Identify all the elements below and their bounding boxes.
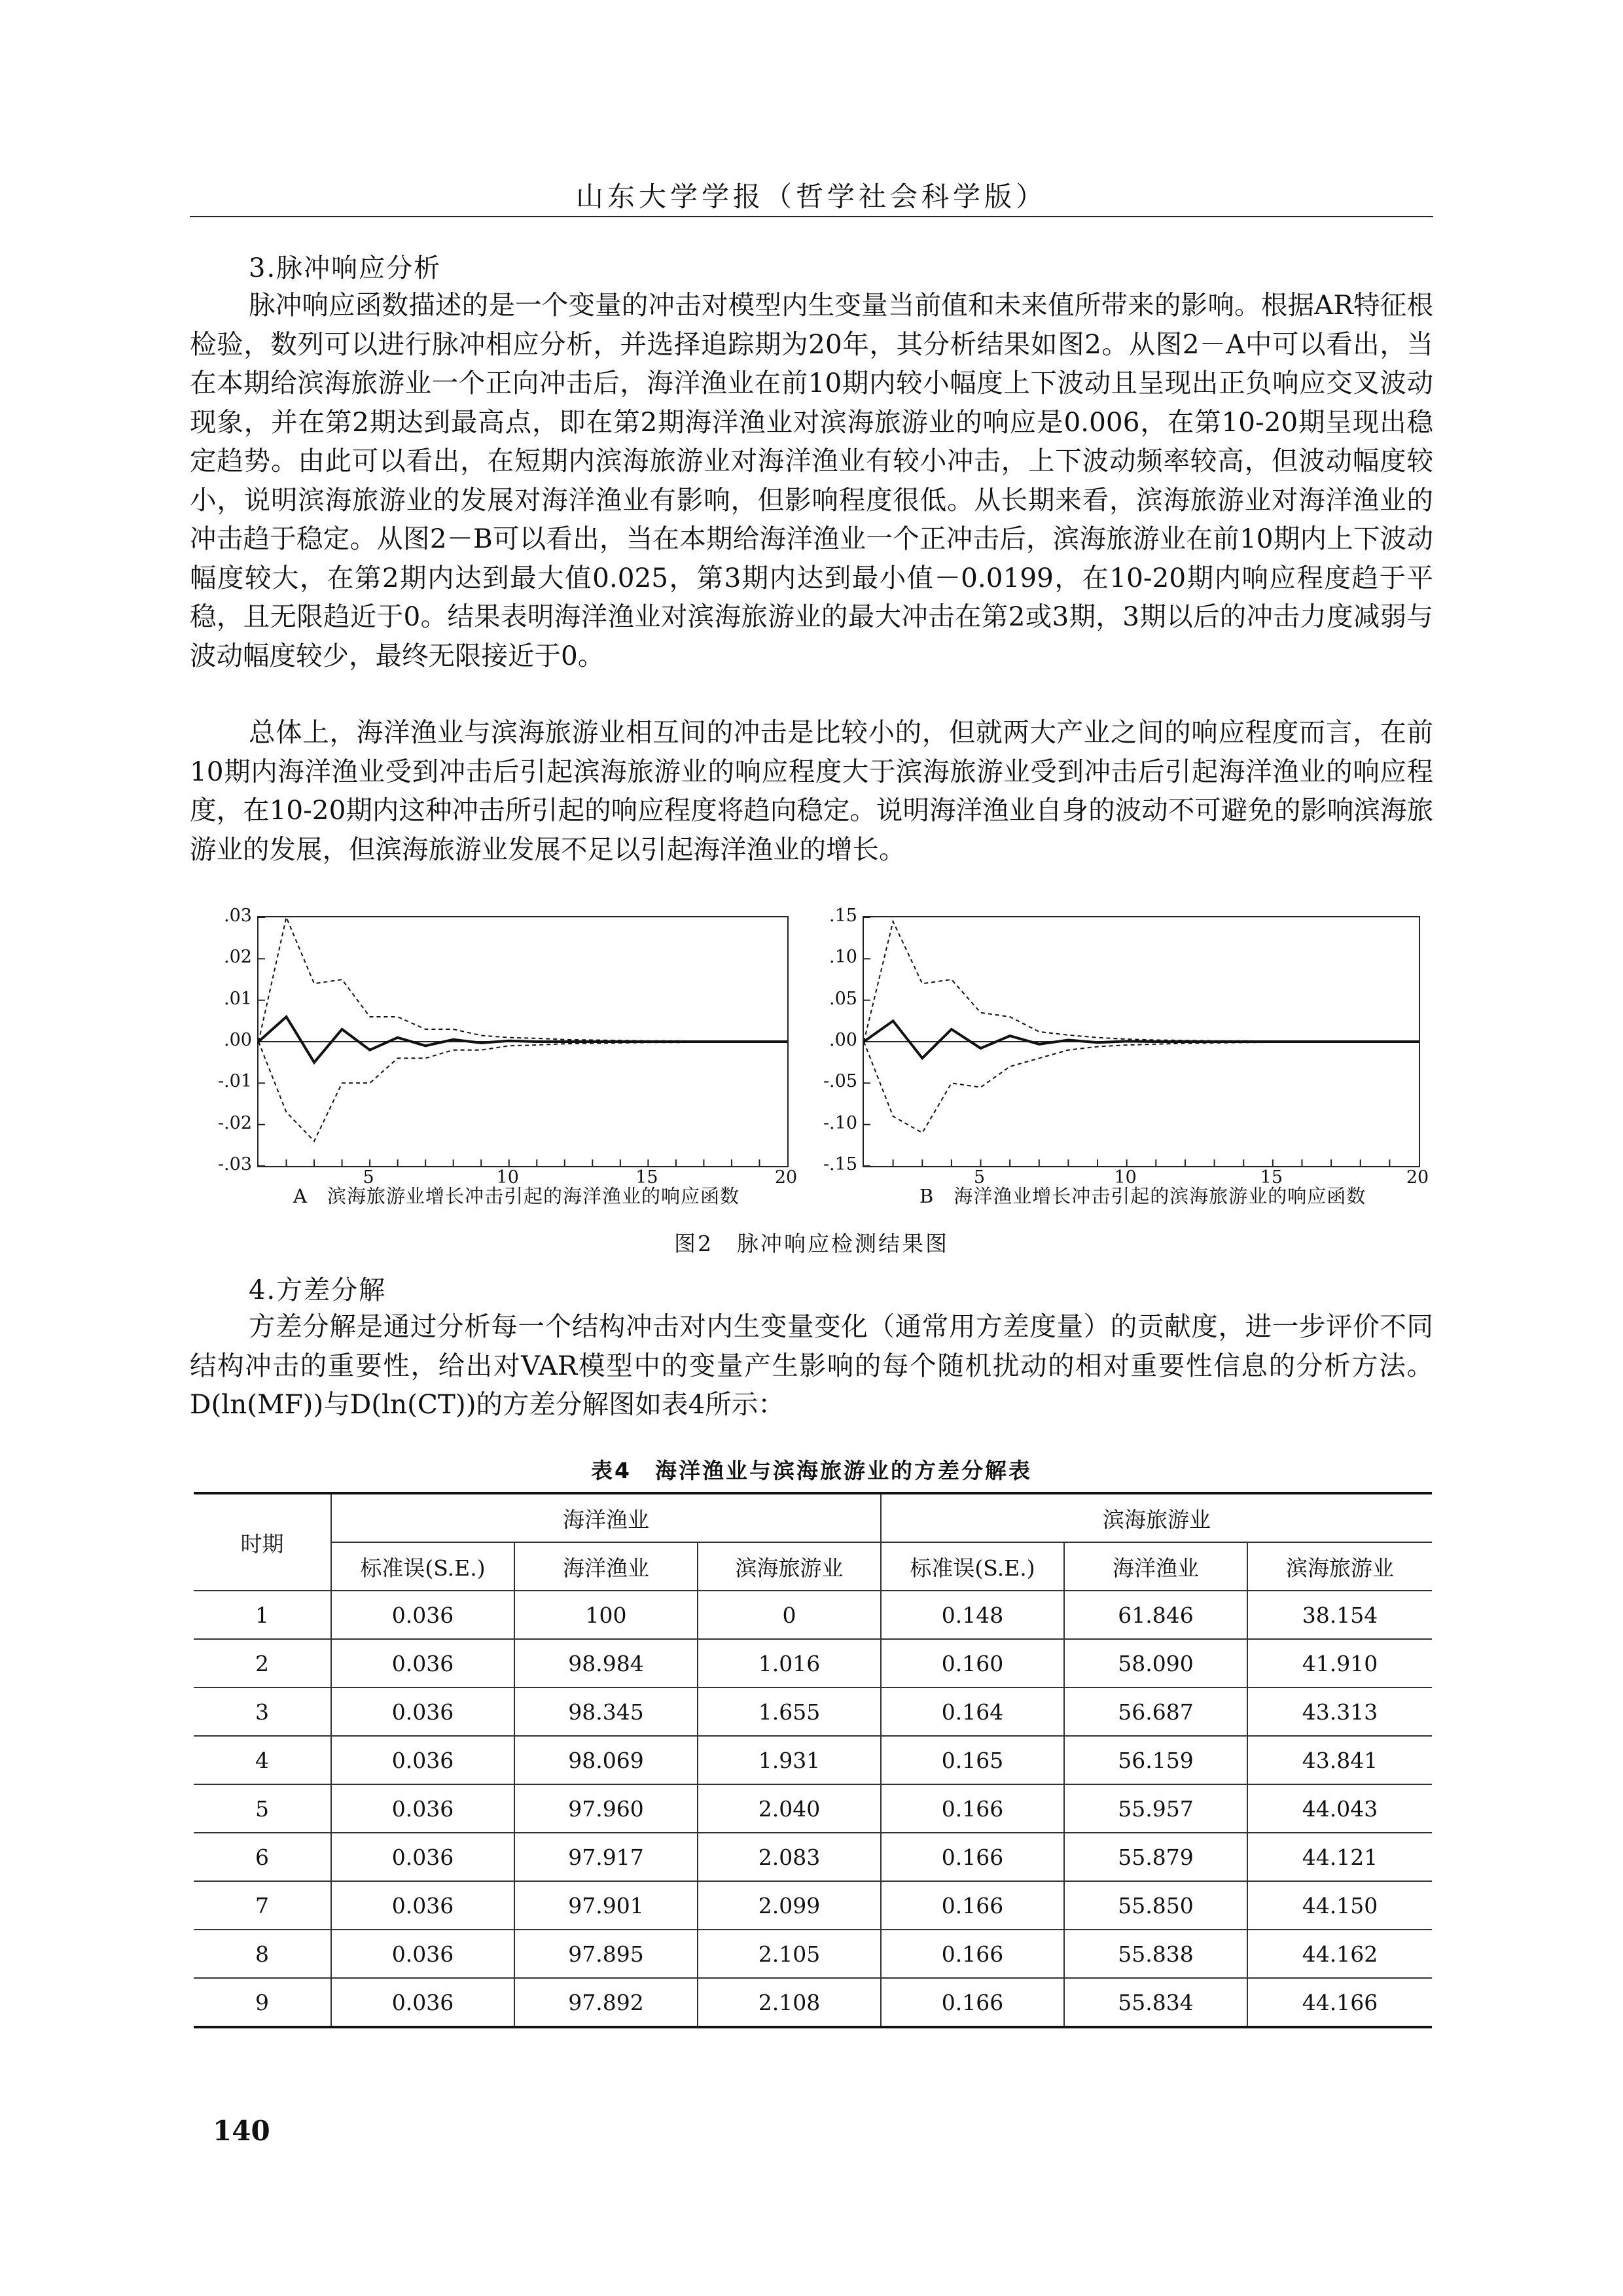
table-cell: 0.036: [331, 1930, 514, 1978]
table-cell: 44.150: [1247, 1881, 1432, 1930]
table-cell: 1.655: [698, 1687, 881, 1736]
x-tick-label: 15: [635, 1167, 658, 1188]
table-cell: 38.154: [1247, 1591, 1432, 1639]
table-cell: 97.960: [514, 1784, 698, 1833]
y-tick-label: .00: [224, 1030, 252, 1050]
table-cell: 55.834: [1064, 1978, 1247, 2027]
chart-b-plot-area: [863, 916, 1420, 1167]
table-cell: 61.846: [1064, 1591, 1247, 1639]
x-tick-label: 15: [1260, 1167, 1283, 1188]
table-cell: 0.036: [331, 1591, 514, 1639]
sub-header: 滨海旅游业: [698, 1542, 881, 1591]
group-header-tourism: 滨海旅游业: [881, 1493, 1432, 1542]
table-cell: 0.164: [881, 1687, 1064, 1736]
section-4-paragraph: 方差分解是通过分析每一个结构冲击对内生变量变化（通常用方差度量）的贡献度，进一步评价不同结构冲击的重要性，给出对VAR模型中的变量产生影响的每个随机扰动的相对重要性信息的分析方法。D(ln(MF))与D(ln(CT))的方差分解图如表4所示：: [190, 1311, 1433, 1420]
table-cell: 0.036: [331, 1978, 514, 2027]
y-tick-label: .05: [829, 988, 857, 1009]
table-cell: 0.166: [881, 1978, 1064, 2027]
table-cell: 97.901: [514, 1881, 698, 1930]
period-cell: 5: [194, 1784, 331, 1833]
period-cell: 3: [194, 1687, 331, 1736]
table-row: [194, 1833, 1432, 1881]
x-tick-label: 10: [1114, 1167, 1137, 1188]
table-cell: 0.166: [881, 1930, 1064, 1978]
table-cell: 44.121: [1247, 1833, 1432, 1881]
y-tick-label: -.03: [217, 1154, 252, 1174]
y-tick-label: .03: [224, 906, 252, 926]
table-cell: 98.069: [514, 1736, 698, 1784]
page-number: 140: [213, 2115, 270, 2147]
section-4-heading: 4.方差分解: [249, 1275, 387, 1305]
sub-header: 标准误(S.E.): [331, 1542, 514, 1591]
y-tick-label: -.05: [823, 1071, 857, 1092]
table-cell: 97.895: [514, 1930, 698, 1978]
table-cell: 97.892: [514, 1978, 698, 2027]
sub-header: 海洋渔业: [1064, 1542, 1247, 1591]
y-tick-label: .02: [224, 947, 252, 968]
table-cell: 0.160: [881, 1639, 1064, 1687]
table-cell: 0.148: [881, 1591, 1064, 1639]
table-cell: 58.090: [1064, 1639, 1247, 1687]
sub-header: 海洋渔业: [514, 1542, 698, 1591]
running-header: 山东大学学报（哲学社会科学版）: [575, 181, 1047, 213]
table-cell: 0.166: [881, 1784, 1064, 1833]
y-tick-label: .10: [829, 947, 857, 968]
table-cell: 0.036: [331, 1687, 514, 1736]
table-cell: 0: [698, 1591, 881, 1639]
x-tick-label: 20: [774, 1167, 798, 1188]
table-title: 表4 海洋渔业与滨海旅游业的方差分解表: [591, 1458, 1032, 1483]
table-cell: 0.036: [331, 1833, 514, 1881]
chart-a-caption: A 滨海旅游业增长冲击引起的海洋渔业的响应函数: [293, 1185, 740, 1207]
table-cell: 1.931: [698, 1736, 881, 1784]
table-cell: 0.166: [881, 1881, 1064, 1930]
x-tick-label: 20: [1406, 1167, 1429, 1188]
table-row: [194, 1639, 1432, 1687]
y-tick-label: -.02: [217, 1112, 252, 1133]
table-cell: 0.036: [331, 1784, 514, 1833]
table-cell: 44.162: [1247, 1930, 1432, 1978]
upper-confidence-band: [259, 917, 787, 1042]
period-cell: 2: [194, 1639, 331, 1687]
table-cell: 44.043: [1247, 1784, 1432, 1833]
period-cell: 1: [194, 1591, 331, 1639]
chart-a-svg: [259, 917, 787, 1166]
table-cell: 100: [514, 1591, 698, 1639]
period-cell: 6: [194, 1833, 331, 1881]
table-cell: 0.036: [331, 1736, 514, 1784]
period-header: 时期: [194, 1493, 331, 1591]
period-cell: 4: [194, 1736, 331, 1784]
table-row: [194, 1591, 1432, 1639]
table-cell: 98.345: [514, 1687, 698, 1736]
section-3-paragraph-2: 总体上，海洋渔业与滨海旅游业相互间的冲击是比较小的，但就两大产业之间的响应程度而言，在前10期内海洋渔业受到冲击后引起滨海旅游业的响应程度大于滨海旅游业受到冲击后引起海洋渔业的响应程度，在10-20期内这种冲击所引起的响应程度将趋向稳定。说明海洋渔业自身的波动不可避免的影响滨海旅游业的发展，但滨海旅游业发展不足以引起海洋渔业的增长。: [190, 716, 1433, 865]
upper-confidence-band: [864, 921, 1419, 1042]
table-row: [194, 1687, 1432, 1736]
table-cell: 43.841: [1247, 1736, 1432, 1784]
table-cell: 41.910: [1247, 1639, 1432, 1687]
y-tick-label: .15: [829, 906, 857, 926]
table-cell: 0.036: [331, 1639, 514, 1687]
header-rule: [190, 216, 1433, 217]
y-tick-label: -.01: [217, 1071, 252, 1092]
table-cell: 2.099: [698, 1881, 881, 1930]
chart-a-plot-area: [257, 916, 789, 1167]
table-cell: 55.879: [1064, 1833, 1247, 1881]
period-cell: 7: [194, 1881, 331, 1930]
table-cell: 56.687: [1064, 1687, 1247, 1736]
table-cell: 2.108: [698, 1978, 881, 2027]
chart-b-svg: [864, 917, 1419, 1166]
impulse-response-line: [864, 1021, 1419, 1058]
variance-decomposition-table: [194, 1492, 1432, 2028]
table-cell: 44.166: [1247, 1978, 1432, 2027]
table-row: [194, 1881, 1432, 1930]
table-cell: 43.313: [1247, 1687, 1432, 1736]
table-cell: 1.016: [698, 1639, 881, 1687]
group-header-fishery: 海洋渔业: [331, 1493, 881, 1542]
table-cell: 0.166: [881, 1833, 1064, 1881]
y-tick-label: .01: [224, 988, 252, 1009]
y-tick-label: -.10: [823, 1112, 857, 1133]
y-tick-label: .00: [829, 1030, 857, 1050]
table-cell: 55.957: [1064, 1784, 1247, 1833]
sub-header: 滨海旅游业: [1247, 1542, 1432, 1591]
table-row: [194, 1930, 1432, 1978]
table-cell: 2.083: [698, 1833, 881, 1881]
sub-header: 标准误(S.E.): [881, 1542, 1064, 1591]
table-row: [194, 1736, 1432, 1784]
x-tick-label: 5: [363, 1167, 374, 1188]
y-tick-label: -.15: [823, 1154, 857, 1174]
x-tick-label: 10: [496, 1167, 519, 1188]
table-cell: 0.036: [331, 1881, 514, 1930]
x-tick-label: 5: [973, 1167, 986, 1188]
section-3-heading: 3.脉冲响应分析: [249, 253, 442, 283]
period-cell: 8: [194, 1930, 331, 1978]
table-cell: 55.838: [1064, 1930, 1247, 1978]
table-cell: 0.165: [881, 1736, 1064, 1784]
impulse-response-line: [259, 1017, 787, 1063]
section-3-paragraph-1: 脉冲响应函数描述的是一个变量的冲击对模型内生变量当前值和未来值所带来的影响。根据AR特征根检验，数列可以进行脉冲相应分析，并选择追踪期为20年，其分析结果如图2。从图2－A中可以看出，当在本期给滨海旅游业一个正向冲击后，海洋渔业在前10期内较小幅度上下波动且呈现出正负响应交叉波动现象，并在第2期达到最高点，即在第2期海洋渔业对滨海旅游业的响应是0.006，在第10-20期呈现出稳定趋势。由此可以看出，在短期内滨海旅游业对海洋渔业有较小冲击，上下波动频率较高，但波动幅度较小，说明滨海旅游业的发展对海洋渔业有影响，但影响程度很低。从长期来看，滨海旅游业对海洋渔业的冲击趋于稳定。从图2－B可以看出，当在本期给海洋渔业一个正冲击后，滨海旅游业在前10期内上下波动幅度较大，在第2期内达到最大值0.025，第3期内达到最小值－0.0199，在10-20期内响应程度趋于平稳，且无限趋近于0。结果表明海洋渔业对滨海旅游业的最大冲击在第2或3期，3期以后的冲击力度减弱与波动幅度较少，最终无限接近于0。: [190, 289, 1433, 671]
figure-caption: 图2 脉冲响应检测结果图: [674, 1231, 949, 1256]
table-cell: 2.040: [698, 1784, 881, 1833]
lower-confidence-band: [864, 1042, 1419, 1133]
table-cell: 98.984: [514, 1639, 698, 1687]
table-cell: 55.850: [1064, 1881, 1247, 1930]
table-row: [194, 1784, 1432, 1833]
period-cell: 9: [194, 1978, 331, 2027]
lower-confidence-band: [259, 1042, 787, 1141]
table-row: [194, 1978, 1432, 2027]
chart-b-caption: B 海洋渔业增长冲击引起的滨海旅游业的响应函数: [919, 1185, 1366, 1207]
table-cell: 2.105: [698, 1930, 881, 1978]
table-cell: 97.917: [514, 1833, 698, 1881]
table-cell: 56.159: [1064, 1736, 1247, 1784]
